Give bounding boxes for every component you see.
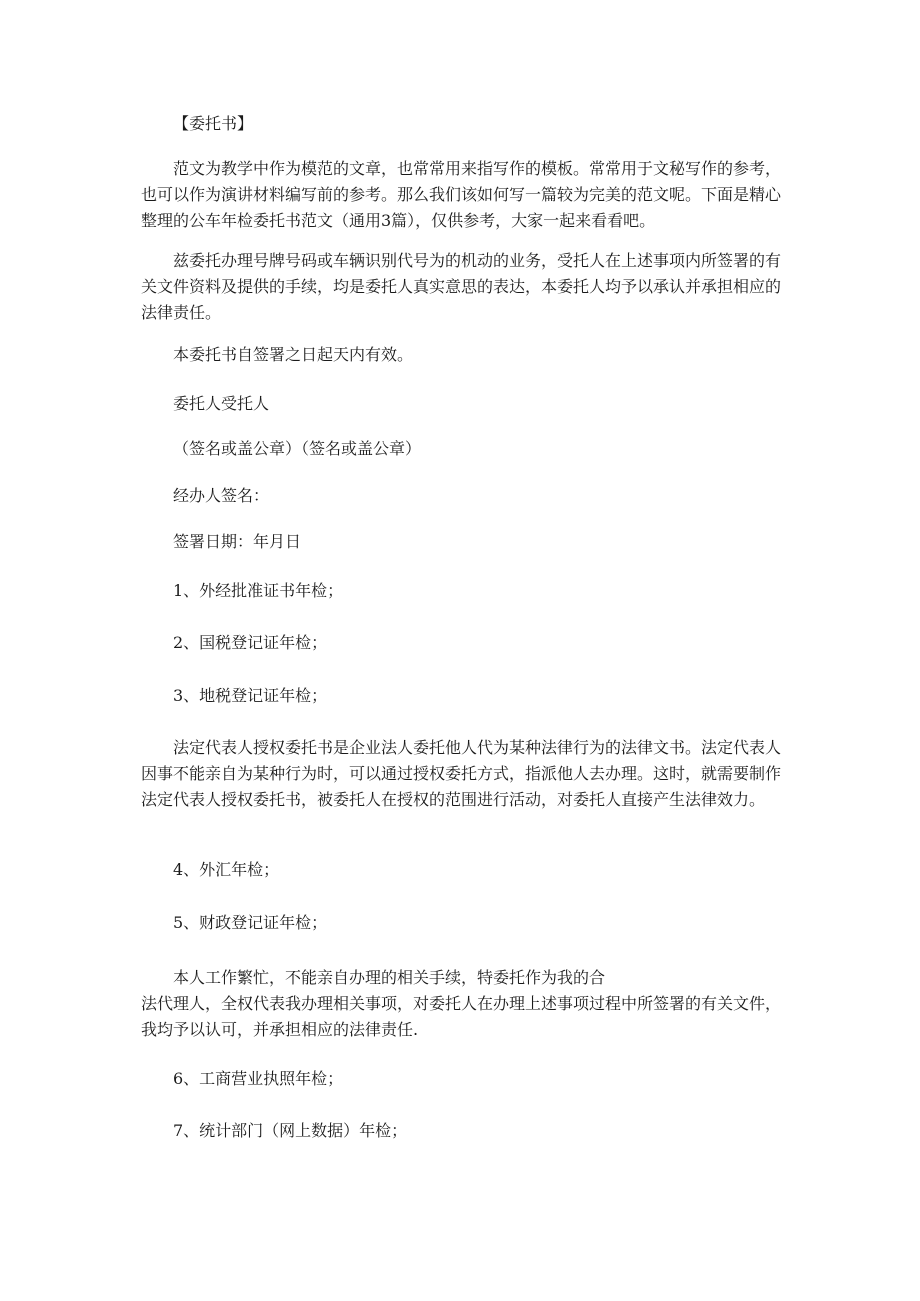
validity-text: 本委托书自签署之日起天内有效。 <box>173 345 414 364</box>
list-item: 6、工商营业执照年检； <box>173 1069 344 1088</box>
intro-paragraph: 范文为教学中作为模范的文章，也常常用来指写作的模板。常常用于文秘写作的参考，也可以作为演讲材料编写前的参考。那么我们该如何写一篇较为完美的范文呢。下面是精心整理的公车年检委托书范文（通用3篇），仅供参考，大家一起来看看吧。 <box>141 159 782 230</box>
list-item: 5、财政登记证年检； <box>173 913 328 932</box>
parties-text: 委托人受托人 <box>173 394 270 413</box>
sign-date-text: 签署日期：年月日 <box>173 532 302 551</box>
handler-signature-text: 经办人签名： <box>173 486 270 505</box>
delegation-paragraph-rest: 法代理人，全权代表我办理相关事项，对委托人在办理上述事项过程中所签署的有关文件，我均予以认可，并承担相应的法律责任. <box>141 994 782 1039</box>
list-item: 7、统计部门（网上数据）年检； <box>173 1121 408 1140</box>
delegation-paragraph-line1: 本人工作繁忙，不能亲自办理的相关手续，特委托作为我的合 <box>173 968 606 987</box>
list-item: 2、国税登记证年检； <box>173 633 328 652</box>
authorization-paragraph: 兹委托办理号牌号码或车辆识别代号为的机动的业务，受托人在上述事项内所签署的有关文件资料及提供的手续，均是委托人真实意思的表达，本委托人均予以承认并承担相应的法律责任。 <box>141 251 782 322</box>
list-item: 1、外经批准证书年检； <box>173 581 344 600</box>
list-item: 3、地税登记证年检； <box>173 686 328 705</box>
document-title: 【委托书】 <box>173 114 254 133</box>
list-item: 4、外汇年检； <box>173 860 280 879</box>
legal-representative-paragraph: 法定代表人授权委托书是企业法人委托他人代为某种法律行为的法律文书。法定代表人因事不能亲自为某种行为时，可以通过授权委托方式，指派他人去办理。这时，就需要制作法定代表人授权委托书，被委托人在授权的范围进行活动，对委托人直接产生法律效力。 <box>141 738 782 809</box>
signature-text: （签名或盖公章）（签名或盖公章） <box>173 439 422 458</box>
